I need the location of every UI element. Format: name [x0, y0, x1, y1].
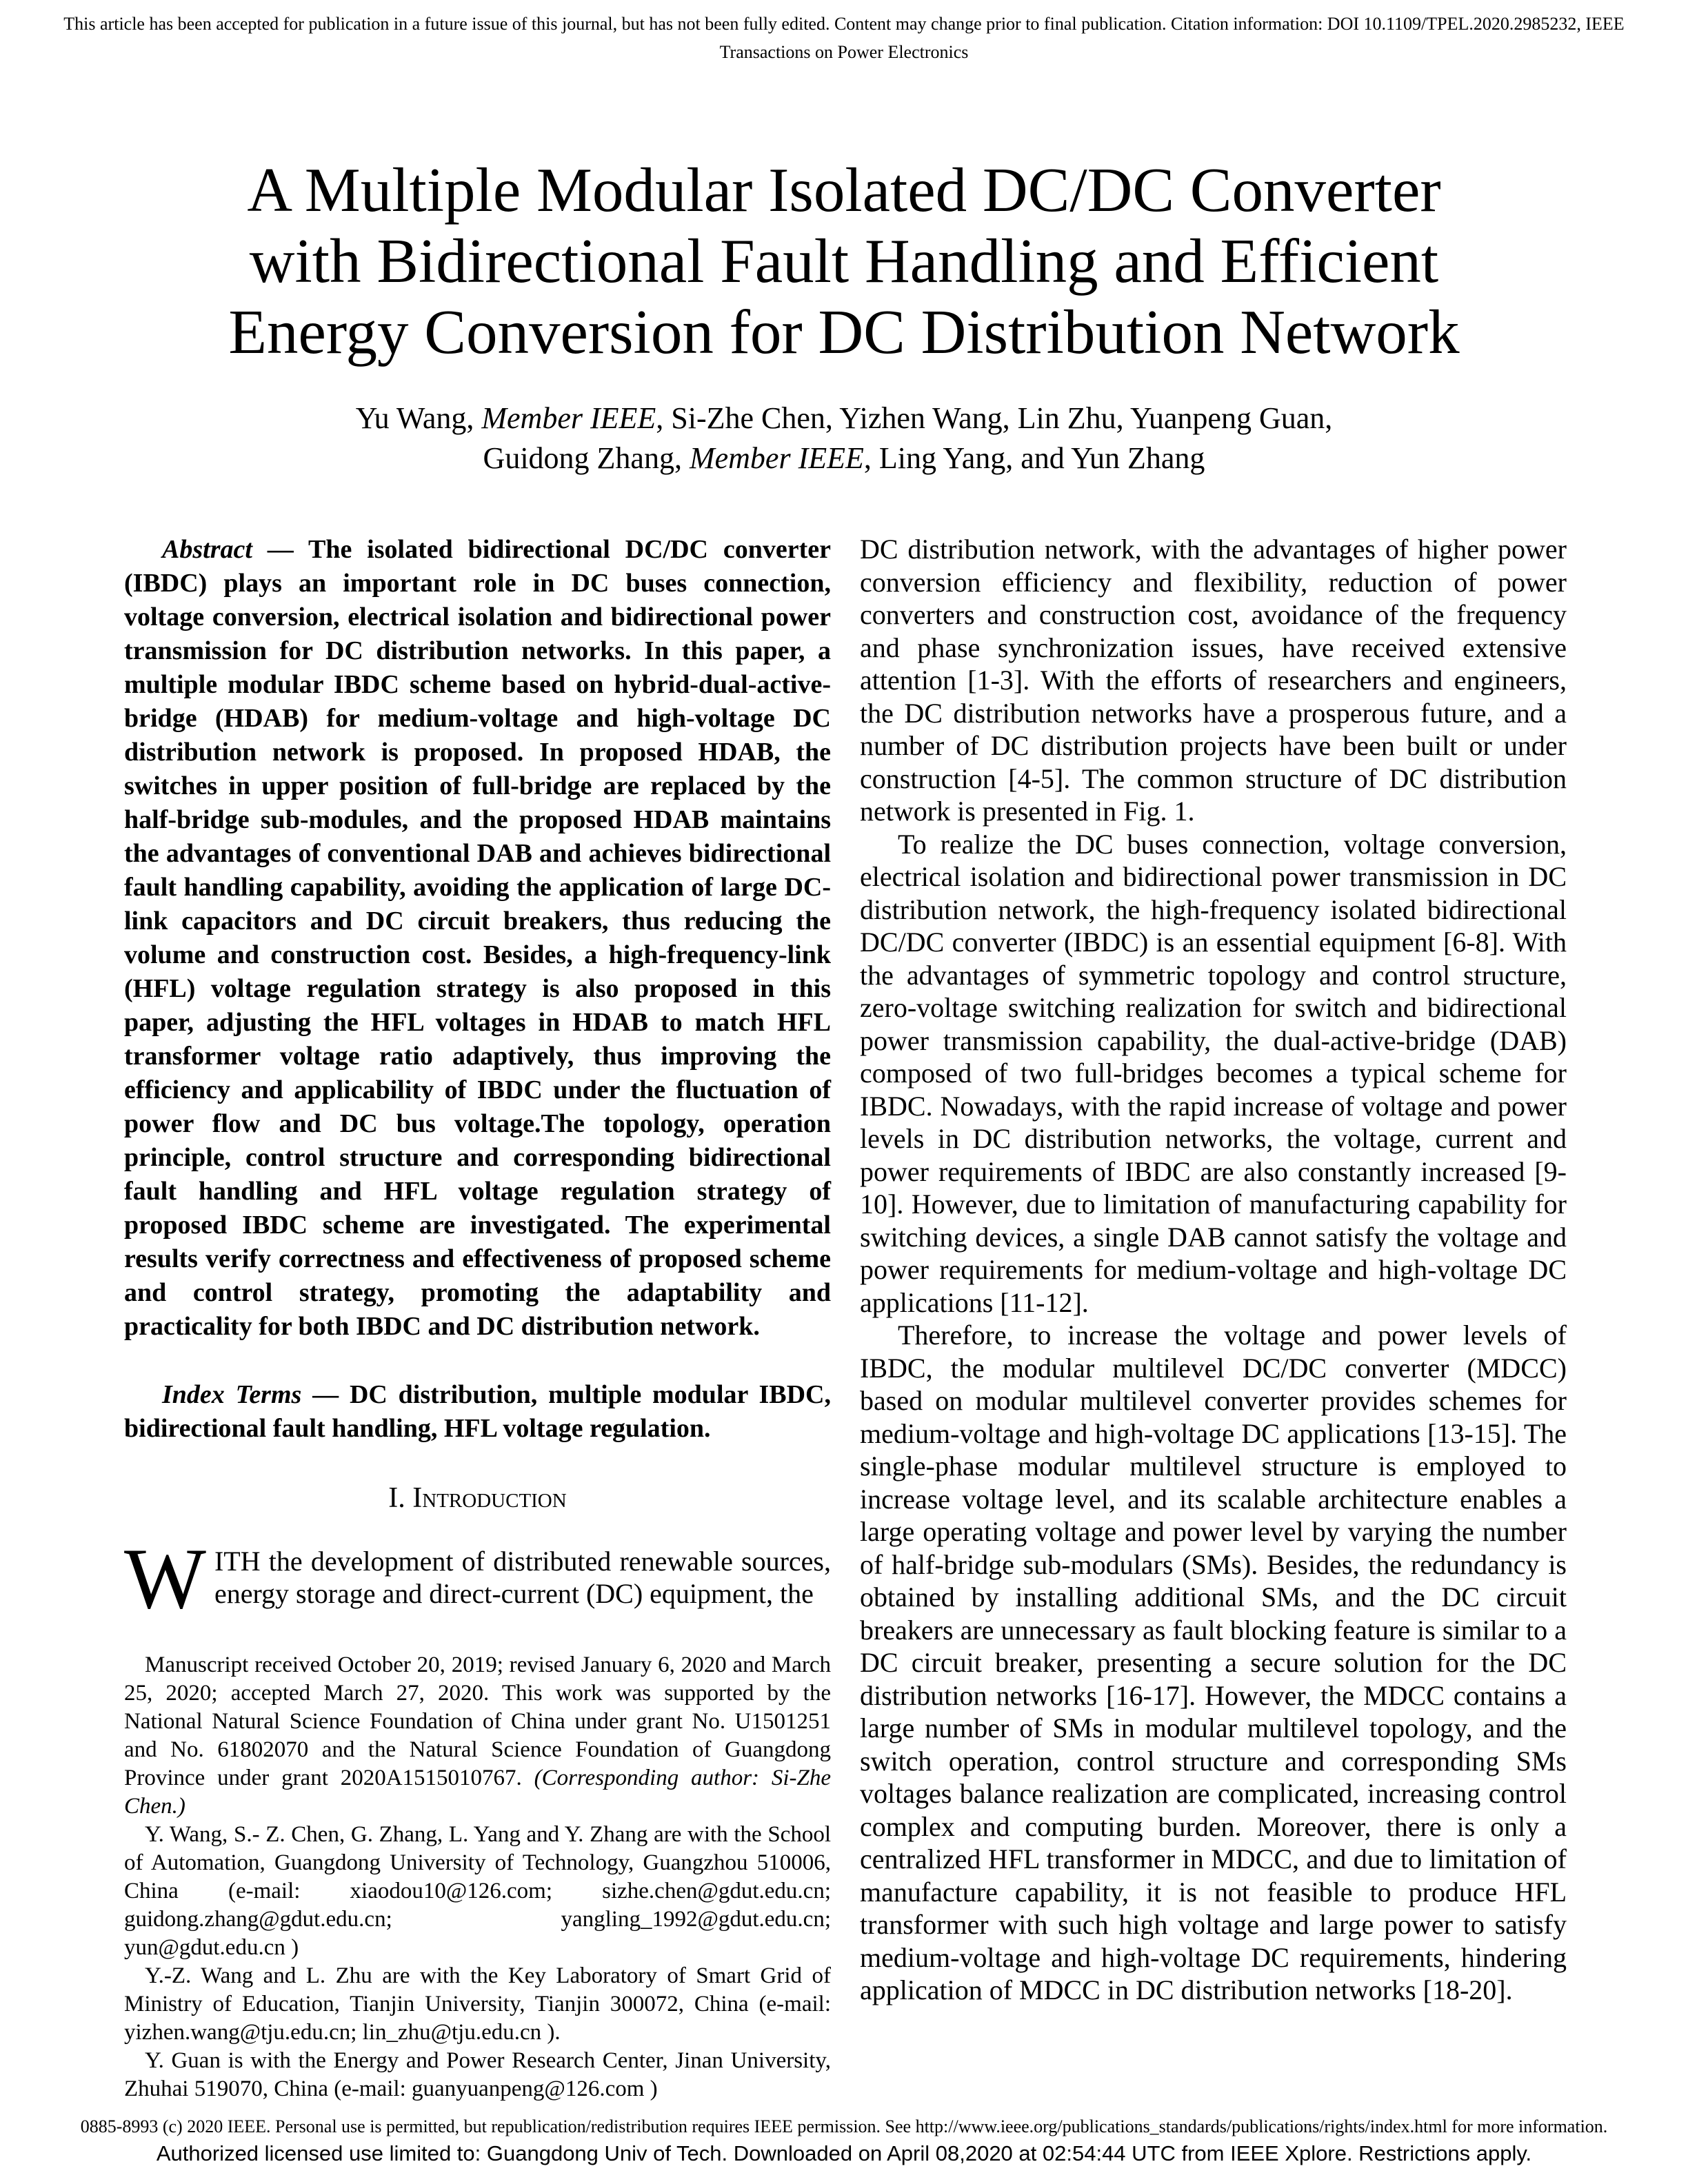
paper-title-line2: with Bidirectional Fault Handling and Efficient	[249, 226, 1439, 296]
text-run: , Si-Zhe Chen, Yizhen Wang, Lin Zhu, Yuanpeng Guan,	[656, 401, 1333, 435]
section-heading-introduction	[124, 1482, 831, 1515]
index-terms-paragraph	[124, 1378, 831, 1446]
footnote-paragraph	[124, 1821, 831, 1962]
author-list-line1	[0, 398, 1688, 438]
index-terms-label: Index Terms	[162, 1380, 302, 1409]
text-run: Member IEEE	[481, 401, 656, 435]
author-list	[0, 398, 1688, 478]
text-run: Y. Guan is with the Energy and Power Research Center, Jinan University, Zhuhai 519070, China (e-mail: guanyuanpeng@126.com )	[124, 2048, 831, 2101]
abstract-paragraph	[124, 533, 831, 1344]
footnote-paragraph	[124, 2047, 831, 2103]
abstract-separator: —	[252, 535, 308, 564]
two-column-body	[124, 533, 1567, 2103]
text-run: Yu Wang,	[355, 401, 482, 435]
text-run: Y.-Z. Wang and L. Zhu are with the Key Laboratory of Smart Grid of Ministry of Education, Tianjin University, Tianjin 300072, China (e-mail: yizhen.wang@tju.edu.cn; lin_zhu@tju.edu.cn ).	[124, 1963, 831, 2045]
license-line: Authorized licensed use limited to: Guangdong Univ of Tech. Downloaded on April 08,2020 at 02:54:44 UTC from IEEE Xplore. Restrictions apply.	[156, 2141, 1532, 2165]
right-column	[860, 533, 1567, 2007]
section-title: Introduction	[412, 1482, 567, 1514]
text-run: Y. Wang, S.- Z. Chen, G. Zhang, L. Yang and Y. Zhang are with the School of Automation, Guangdong University of Technology, Guangzhou 510006, China (e-mail: xiaodou10@126.com; sizhe.chen@gdut.edu.cn; guidong.zhang@gdut.edu.cn; yangling_1992@gdut.edu.cn; yun@gdut.edu.cn )	[124, 1822, 831, 1960]
introduction-paragraph	[124, 1531, 831, 1627]
paper-title-line3: Energy Conversion for DC Distribution Network	[228, 297, 1460, 367]
text-run: Guidong Zhang,	[483, 441, 690, 475]
body-paragraph: Therefore, to increase the voltage and power levels of IBDC, the modular multilevel DC/DC converter (MDCC) based on modular multilevel converter provides schemes for medium-voltage and high-voltage DC applications [13-15]. The single-phase modular multilevel structure is employed to increase voltage level, and its scalable architecture enables a large operating voltage and power level by varying the number of half-bridge sub-modulars (SMs). Besides, the redundancy is obtained by installing additional SMs, and the DC circuit breakers are unnecessary as fault blocking feature is similar to a DC circuit breaker, presenting a secure solution for the DC distribution networks [16-17]. However, the MDCC contains a large number of SMs in modular multilevel topology, and the switch operation, control structure and corresponding SMs voltages balance realization are complicated, increasing control complex and computing burden. Moreover, there is only a centralized HFL transformer in MDCC, and due to limitation of manufacture capability, it is not feasible to produce HFL transformer with such high voltage and large power to satisfy medium-voltage and high-voltage DC requirements, hindering application of MDCC in DC distribution networks [18-20].	[860, 1320, 1567, 2005]
section-number: I.	[388, 1482, 413, 1514]
index-terms-text: DC distribution, multiple modular IBDC, bidirectional fault handling, HFL voltage regulation.	[124, 1380, 832, 1443]
left-column	[124, 533, 831, 2103]
text-run: , Ling Yang, and Yun Zhang	[863, 441, 1205, 475]
text-run: Member IEEE	[689, 441, 864, 475]
acceptance-notice-line1: This article has been accepted for publication in a future issue of this journal, but has not been fully edited. Content may change prior to final publication. Citation information: DOI 10.1109/TPEL.2020.2985232, IEEE	[63, 14, 1625, 34]
acceptance-notice	[0, 10, 1688, 66]
abstract-label: Abstract	[162, 535, 252, 564]
drop-cap: W	[124, 1531, 206, 1627]
body-paragraph: To realize the DC buses connection, voltage conversion, electrical isolation and bidirectional power transmission in DC distribution network, the high-frequency isolated bidirectional DC/DC converter (IBDC) is an essential equipment [6-8]. With the advantages of symmetric topology and control structure, zero-voltage switching realization for switch and bidirectional power transmission capability, the dual-active-bridge (DAB) composed of two full-bridges becomes a typical scheme for IBDC. Nowadays, with the rapid increase of voltage and power levels in DC distribution networks, the voltage, current and power requirements of IBDC are also constantly increased [9-10]. However, due to limitation of manufacturing capability for switching devices, a single DAB cannot satisfy the voltage and power requirements for medium-voltage and high-voltage DC applications [11-12].	[860, 828, 1567, 1318]
body-paragraph: DC distribution network, with the advantages of higher power conversion efficiency and flexibility, reduction of power converters and construction cost, avoidance of the frequency and phase synchronization issues, have received extensive attention [1-3]. With the efforts of researchers and engineers, the DC distribution networks have a prosperous future, and a number of DC distribution projects have been built or under construction [4-5]. The common structure of DC distribution network is presented in Fig. 1.	[860, 534, 1567, 827]
copyright-line: 0885-8993 (c) 2020 IEEE. Personal use is permitted, but republication/redistribution requires IEEE permission. See http://www.ieee.org/publications_standards/publications/rights/index.html for more information.	[80, 2116, 1608, 2136]
introduction-text: ITH the development of distributed renewable sources, energy storage and direct-current (DC) equipment, the	[214, 1546, 831, 1609]
first-page-footnotes	[124, 1651, 831, 2103]
footnote-paragraph	[124, 1962, 831, 2047]
text-run: (Corresponding author: Si-Zhe Chen.)	[124, 1766, 831, 1819]
paper-title-line1: A Multiple Modular Isolated DC/DC Converter	[247, 155, 1441, 225]
acceptance-notice-line2: Transactions on Power Electronics	[719, 42, 969, 62]
text-run: Manuscript received October 20, 2019; revised January 6, 2020 and March 25, 2020; accepted March 27, 2020. This work was supported by the National Natural Science Foundation of China under grant No. U1501251 and No. 61802070 and the Natural Science Foundation of Guangdong Province under grant 2020A1515010767.	[124, 1652, 831, 1790]
footnote-paragraph	[124, 1651, 831, 1821]
author-list-line2	[0, 438, 1688, 478]
index-terms-separator: —	[301, 1380, 350, 1409]
paper-title	[0, 154, 1688, 367]
abstract-text: The isolated bidirectional DC/DC converter (IBDC) plays an important role in DC buses connection, voltage conversion, electrical isolation and bidirectional power transmission for DC distribution networks. In this paper, a multiple modular IBDC scheme based on hybrid-dual-active-bridge (HDAB) for medium-voltage and high-voltage DC distribution network is proposed. In proposed HDAB, the switches in upper position of full-bridge are replaced by the half-bridge sub-modules, and the proposed HDAB maintains the advantages of conventional DAB and achieves bidirectional fault handling capability, avoiding the application of large DC-link capacitors and DC circuit breakers, thus reducing the volume and construction cost. Besides, a high-frequency-link (HFL) voltage regulation strategy is also proposed in this paper, adjusting the HFL voltages in HDAB to match HFL transformer voltage ratio adaptively, thus improving the efficiency and applicability of IBDC under the fluctuation of power flow and DC bus voltage.The topology, operation principle, control structure and corresponding bidirectional fault handling and HFL voltage regulation strategy of proposed IBDC scheme are investigated. The experimental results verify correctness and effectiveness of proposed scheme and control strategy, promoting the adaptability and practicality for both IBDC and DC distribution network.	[124, 535, 831, 1341]
